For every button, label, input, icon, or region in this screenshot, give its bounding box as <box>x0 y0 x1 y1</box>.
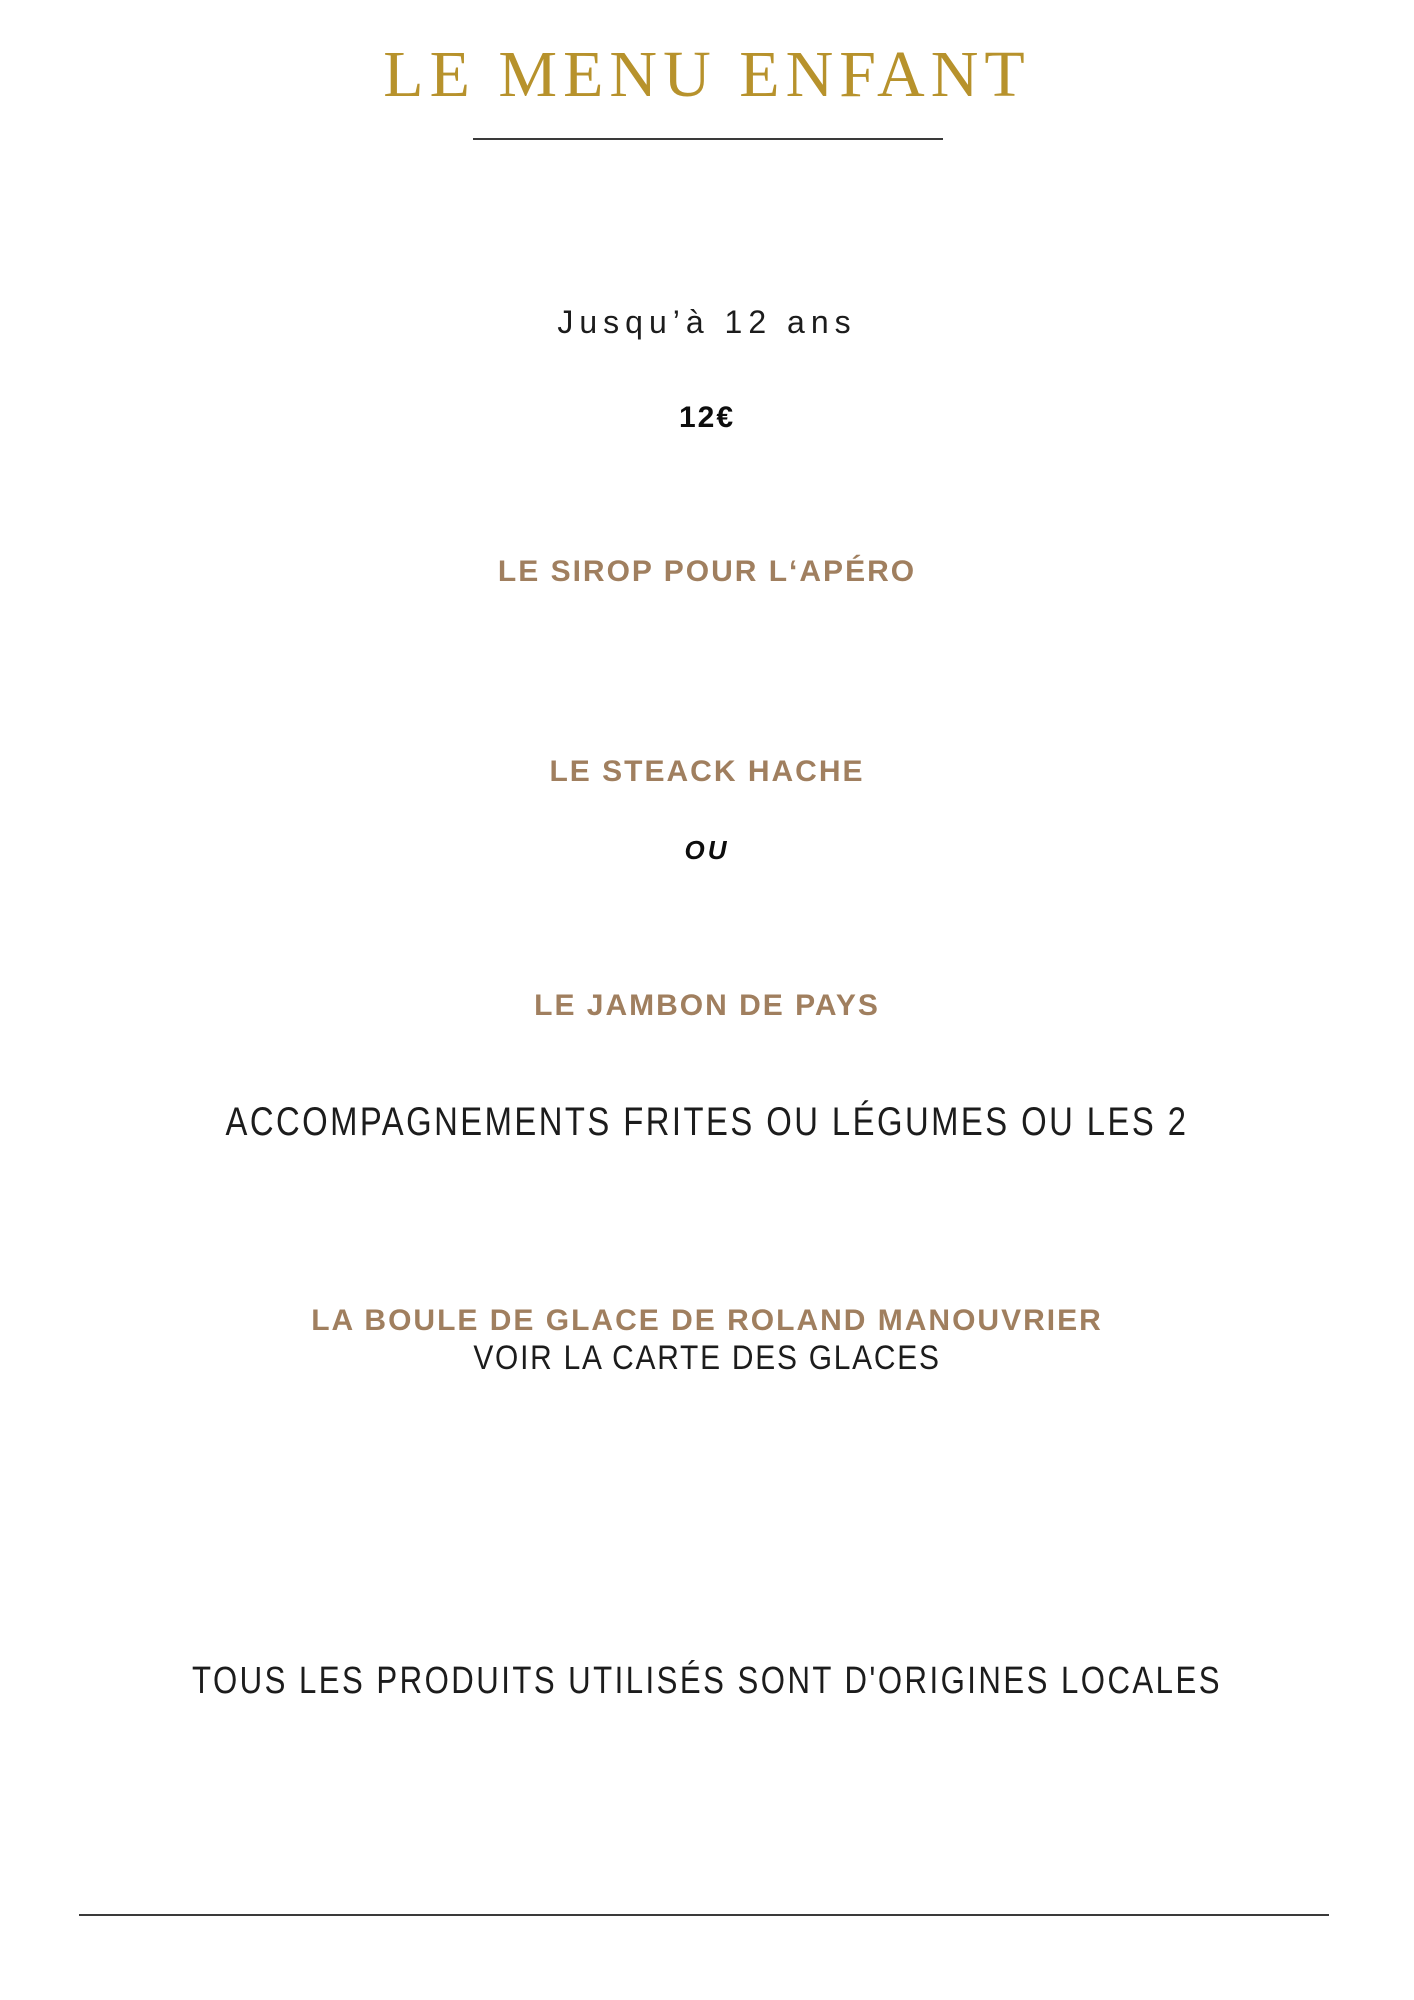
menu-price: 12€ <box>678 401 736 434</box>
main-course-option-1: LE STEACK HACHE <box>549 755 865 788</box>
footer-rule <box>79 1914 1329 1916</box>
starter-item: LE SIROP POUR L‘APÉRO <box>497 555 917 588</box>
menu-title: LE MENU ENFANT <box>383 38 1031 111</box>
sides-note: ACCOMPAGNEMENTS FRITES OU LÉGUMES OU LES 2 <box>225 1100 1189 1144</box>
dessert-note: VOIR LA CARTE DES GLACES <box>473 1339 941 1377</box>
age-limit-note: Jusqu’à 12 ans <box>557 304 857 340</box>
main-course-option-2: LE JAMBON DE PAYS <box>534 989 880 1022</box>
or-separator: OU <box>684 835 730 865</box>
dessert-item: LA BOULE DE GLACE DE ROLAND MANOUVRIER <box>311 1304 1103 1337</box>
local-products-note: TOUS LES PRODUITS UTILISÉS SONT D'ORIGINES LOCALES <box>192 1660 1222 1702</box>
title-underline <box>473 138 943 140</box>
